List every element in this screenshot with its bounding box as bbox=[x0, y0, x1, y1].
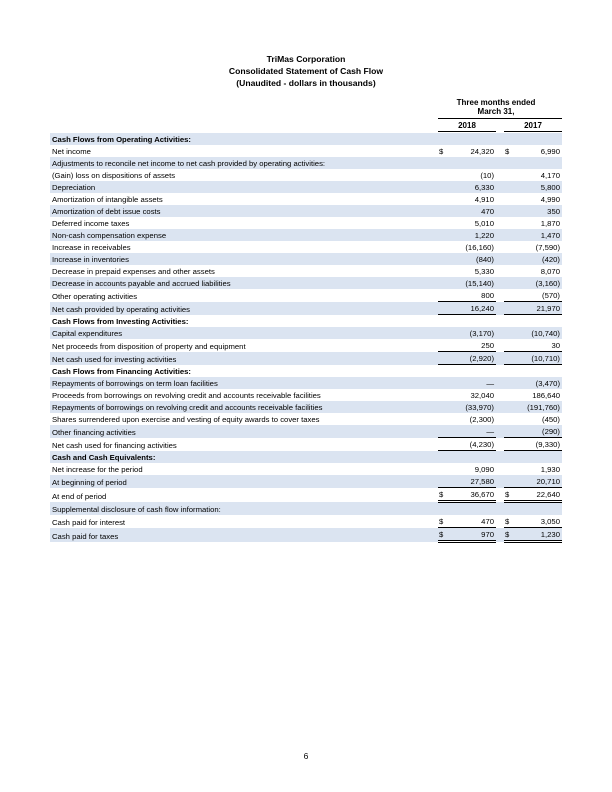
currency-symbol-2017 bbox=[504, 181, 514, 193]
value-2018: 5,010 bbox=[474, 219, 494, 228]
column-gap bbox=[496, 327, 504, 339]
column-gap bbox=[496, 205, 504, 217]
table-row bbox=[50, 229, 562, 241]
column-gap bbox=[496, 365, 504, 378]
column-gap bbox=[496, 451, 504, 464]
table-row bbox=[50, 365, 562, 378]
value-2017: 22,640 bbox=[514, 488, 562, 502]
column-gap bbox=[496, 438, 504, 451]
row-label: Net income bbox=[52, 147, 91, 156]
currency-symbol-2017 bbox=[504, 413, 514, 425]
row-label: Cash paid for taxes bbox=[50, 528, 438, 542]
currency-symbol-2018 bbox=[438, 253, 448, 265]
table-row bbox=[50, 315, 562, 328]
currency-symbol-2018 bbox=[438, 217, 448, 229]
value-2018: 250 bbox=[448, 339, 496, 352]
value-2018: (15,140) bbox=[448, 277, 496, 289]
value-2018 bbox=[448, 133, 496, 145]
currency-symbol-2018 bbox=[438, 438, 448, 451]
value-2017: 1,470 bbox=[514, 229, 562, 241]
currency-symbol-2017 bbox=[504, 289, 514, 302]
value-2018: 470 bbox=[448, 515, 496, 528]
currency-symbol-2017 bbox=[504, 463, 514, 475]
column-gap bbox=[496, 528, 504, 542]
value-2018: 9,090 bbox=[474, 465, 494, 474]
currency-symbol-2017 bbox=[504, 352, 514, 365]
currency-symbol-2017: $ bbox=[504, 488, 514, 502]
statement-subtitle: (Unaudited - dollars in thousands) bbox=[236, 78, 376, 88]
column-gap bbox=[496, 315, 504, 328]
column-rule-2018 bbox=[438, 131, 496, 132]
value-2017: 3,050 bbox=[514, 515, 562, 528]
currency-symbol-2018 bbox=[438, 169, 448, 181]
table-row bbox=[50, 528, 562, 542]
currency-symbol-2018: $ bbox=[438, 488, 448, 502]
value-2017: 20,710 bbox=[514, 475, 562, 488]
table-row bbox=[50, 401, 562, 413]
period-heading-rule bbox=[438, 118, 562, 119]
value-2017: 5,800 bbox=[514, 181, 562, 193]
currency-symbol-2017 bbox=[504, 401, 514, 413]
row-label: (Gain) loss on dispositions of assets bbox=[52, 171, 176, 180]
value-2017: (450) bbox=[542, 415, 560, 424]
currency-symbol-2018 bbox=[438, 157, 448, 169]
table-row bbox=[50, 157, 562, 169]
currency-symbol-2018 bbox=[438, 365, 448, 378]
currency-symbol-2018 bbox=[438, 181, 448, 193]
value-2018: 27,580 bbox=[448, 475, 496, 488]
value-2017: 350 bbox=[514, 205, 562, 217]
value-2018: (33,970) bbox=[448, 401, 496, 413]
column-gap bbox=[496, 157, 504, 169]
column-gap bbox=[496, 169, 504, 181]
currency-symbol-2017: $ bbox=[504, 528, 514, 542]
row-label: Repayments of borrowings on revolving credit and accounts receivable facilities bbox=[50, 401, 438, 413]
value-2018 bbox=[448, 157, 496, 169]
column-gap bbox=[496, 377, 504, 389]
value-2017: 1,930 bbox=[540, 465, 560, 474]
table-row bbox=[50, 389, 562, 401]
table-row bbox=[50, 169, 562, 181]
value-2017: 30 bbox=[514, 339, 562, 352]
column-gap bbox=[496, 302, 504, 315]
row-label: Net cash used for investing activities bbox=[50, 352, 438, 365]
table-row bbox=[50, 425, 562, 438]
currency-symbol-2018 bbox=[438, 289, 448, 302]
column-gap bbox=[496, 352, 504, 365]
currency-symbol-2018 bbox=[438, 425, 448, 438]
currency-symbol-2017 bbox=[504, 193, 514, 205]
column-gap bbox=[496, 133, 504, 145]
value-2018: — bbox=[448, 425, 496, 438]
row-label: Increase in receivables bbox=[52, 243, 131, 252]
currency-symbol-2018 bbox=[438, 241, 448, 253]
value-2017: (7,590) bbox=[535, 243, 560, 252]
value-2017 bbox=[514, 365, 562, 378]
page-number: 6 bbox=[303, 751, 309, 761]
row-label: Cash Flows from Financing Activities: bbox=[52, 367, 191, 376]
column-header-2017: 2017 bbox=[524, 121, 542, 130]
currency-symbol-2017 bbox=[504, 229, 514, 241]
row-label: Deferred income taxes bbox=[52, 219, 130, 228]
currency-symbol-2017: $ bbox=[505, 147, 510, 156]
currency-symbol-2017 bbox=[504, 451, 514, 464]
column-gap bbox=[496, 339, 504, 352]
value-2017: 1,230 bbox=[514, 528, 562, 542]
value-2017: 21,970 bbox=[514, 302, 562, 315]
table-row bbox=[50, 253, 562, 265]
column-gap bbox=[496, 181, 504, 193]
value-2017: (420) bbox=[514, 253, 562, 265]
currency-symbol-2018 bbox=[438, 451, 448, 464]
column-gap bbox=[496, 289, 504, 302]
currency-symbol-2018: $ bbox=[438, 515, 448, 528]
column-gap bbox=[496, 413, 504, 425]
row-label: Net increase for the period bbox=[52, 465, 143, 474]
currency-symbol-2018 bbox=[438, 133, 448, 145]
column-rule-2017 bbox=[504, 131, 562, 132]
value-2017: (9,330) bbox=[514, 438, 562, 451]
value-2017: (10,710) bbox=[514, 352, 562, 365]
row-label: Other operating activities bbox=[52, 291, 138, 301]
value-2017: 4,170 bbox=[540, 171, 560, 180]
value-2018: (4,230) bbox=[448, 438, 496, 451]
row-label: Amortization of debt issue costs bbox=[50, 205, 438, 217]
table-row bbox=[50, 438, 562, 451]
table-row bbox=[50, 289, 562, 302]
row-label: Net cash provided by operating activities bbox=[50, 302, 438, 315]
table-row bbox=[50, 352, 562, 365]
row-label: Net proceeds from disposition of property and equipment bbox=[52, 341, 246, 351]
statement-title: Consolidated Statement of Cash Flow bbox=[228, 66, 384, 76]
company-name: TriMas Corporation bbox=[266, 54, 346, 64]
value-2018: 5,330 bbox=[474, 267, 494, 276]
currency-symbol-2018 bbox=[438, 205, 448, 217]
currency-symbol-2018 bbox=[438, 327, 448, 339]
table-row bbox=[50, 133, 562, 145]
table-row bbox=[50, 241, 562, 253]
column-gap bbox=[496, 241, 504, 253]
row-label: Capital expenditures bbox=[50, 327, 438, 339]
currency-symbol-2018 bbox=[438, 377, 448, 389]
value-2018: 470 bbox=[448, 205, 496, 217]
table-row bbox=[50, 488, 562, 502]
currency-symbol-2018 bbox=[438, 265, 448, 277]
period-heading-line1: Three months ended bbox=[456, 98, 536, 107]
column-gap bbox=[496, 401, 504, 413]
table-row bbox=[50, 451, 562, 464]
row-label: Supplemental disclosure of cash flow information: bbox=[50, 502, 438, 516]
value-2017 bbox=[514, 451, 562, 464]
row-label: Shares surrendered upon exercise and vesting of equity awards to cover taxes bbox=[52, 415, 320, 424]
value-2018: (2,920) bbox=[448, 352, 496, 365]
table-row bbox=[50, 302, 562, 315]
cash-flow-table bbox=[50, 133, 562, 543]
currency-symbol-2018 bbox=[438, 302, 448, 315]
table-row bbox=[50, 193, 562, 205]
currency-symbol-2018 bbox=[438, 315, 448, 328]
value-2018: 24,320 bbox=[470, 147, 494, 156]
value-2017: 186,640 bbox=[532, 391, 560, 400]
currency-symbol-2017 bbox=[504, 169, 514, 181]
row-label: Non-cash compensation expense bbox=[50, 229, 438, 241]
table-row bbox=[50, 515, 562, 528]
row-label: At beginning of period bbox=[50, 475, 438, 488]
value-2017: (570) bbox=[514, 289, 562, 302]
value-2017 bbox=[514, 157, 562, 169]
table-row bbox=[50, 463, 562, 475]
value-2017: (3,160) bbox=[514, 277, 562, 289]
currency-symbol-2017 bbox=[504, 425, 514, 438]
value-2018: 32,040 bbox=[470, 391, 494, 400]
currency-symbol-2017 bbox=[504, 377, 514, 389]
table-row bbox=[50, 502, 562, 516]
row-label: Net cash used for financing activities bbox=[52, 440, 177, 450]
row-label: Repayments of borrowings on term loan facilities bbox=[50, 377, 438, 389]
value-2018: (2,300) bbox=[469, 415, 494, 424]
value-2018: (840) bbox=[448, 253, 496, 265]
currency-symbol-2017 bbox=[504, 315, 514, 328]
currency-symbol-2017: $ bbox=[504, 515, 514, 528]
currency-symbol-2017 bbox=[504, 241, 514, 253]
column-gap bbox=[496, 145, 504, 157]
table-row bbox=[50, 265, 562, 277]
row-label: Cash paid for interest bbox=[52, 517, 126, 527]
column-gap bbox=[496, 265, 504, 277]
currency-symbol-2018: $ bbox=[439, 147, 444, 156]
table-row bbox=[50, 145, 562, 157]
column-gap bbox=[496, 277, 504, 289]
value-2017: 4,990 bbox=[540, 195, 560, 204]
value-2018: (3,170) bbox=[448, 327, 496, 339]
currency-symbol-2018 bbox=[438, 229, 448, 241]
value-2017: (290) bbox=[514, 425, 562, 438]
currency-symbol-2017 bbox=[504, 339, 514, 352]
row-label: Adjustments to reconcile net income to net cash provided by operating activities: bbox=[50, 157, 438, 169]
column-gap bbox=[496, 193, 504, 205]
row-label: Cash Flows from Operating Activities: bbox=[50, 133, 438, 145]
column-gap bbox=[496, 488, 504, 502]
currency-symbol-2018 bbox=[438, 413, 448, 425]
currency-symbol-2018 bbox=[438, 277, 448, 289]
currency-symbol-2018: $ bbox=[438, 528, 448, 542]
currency-symbol-2018 bbox=[438, 352, 448, 365]
column-gap bbox=[496, 389, 504, 401]
value-2018: (10) bbox=[480, 171, 494, 180]
table-row bbox=[50, 475, 562, 488]
value-2017: (3,470) bbox=[514, 377, 562, 389]
value-2018: 1,220 bbox=[448, 229, 496, 241]
value-2018: 4,910 bbox=[474, 195, 494, 204]
column-gap bbox=[496, 425, 504, 438]
column-gap bbox=[496, 229, 504, 241]
value-2017: 8,070 bbox=[540, 267, 560, 276]
value-2017 bbox=[514, 502, 562, 516]
currency-symbol-2017 bbox=[504, 302, 514, 315]
value-2018: 36,670 bbox=[448, 488, 496, 502]
column-gap bbox=[496, 515, 504, 528]
value-2018: 6,330 bbox=[448, 181, 496, 193]
currency-symbol-2018 bbox=[438, 475, 448, 488]
currency-symbol-2018 bbox=[438, 502, 448, 516]
column-gap bbox=[496, 463, 504, 475]
row-label: Cash and Cash Equivalents: bbox=[50, 451, 438, 464]
currency-symbol-2017 bbox=[504, 217, 514, 229]
value-2017: 6,990 bbox=[540, 147, 560, 156]
currency-symbol-2017 bbox=[504, 327, 514, 339]
value-2018: 800 bbox=[448, 289, 496, 302]
value-2017: (10,740) bbox=[514, 327, 562, 339]
value-2018 bbox=[448, 365, 496, 378]
column-header-2018: 2018 bbox=[458, 121, 476, 130]
row-label: Depreciation bbox=[50, 181, 438, 193]
row-label: Proceeds from borrowings on revolving credit and accounts receivable facilities bbox=[52, 391, 321, 400]
column-gap bbox=[496, 217, 504, 229]
value-2018: 16,240 bbox=[448, 302, 496, 315]
currency-symbol-2017 bbox=[504, 277, 514, 289]
table-row bbox=[50, 339, 562, 352]
currency-symbol-2018 bbox=[438, 193, 448, 205]
table-row bbox=[50, 377, 562, 389]
period-heading-line2: March 31, bbox=[477, 107, 515, 116]
table-row bbox=[50, 181, 562, 193]
currency-symbol-2018 bbox=[438, 463, 448, 475]
currency-symbol-2017 bbox=[504, 502, 514, 516]
value-2018 bbox=[448, 451, 496, 464]
currency-symbol-2017 bbox=[504, 475, 514, 488]
value-2018: 970 bbox=[448, 528, 496, 542]
column-gap bbox=[496, 253, 504, 265]
table-row bbox=[50, 217, 562, 229]
row-label: At end of period bbox=[52, 491, 107, 501]
table-row bbox=[50, 327, 562, 339]
value-2018: (16,160) bbox=[465, 243, 494, 252]
currency-symbol-2018 bbox=[438, 339, 448, 352]
row-label: Amortization of intangible assets bbox=[52, 195, 163, 204]
value-2017 bbox=[514, 315, 562, 328]
currency-symbol-2017 bbox=[504, 389, 514, 401]
value-2017: (191,760) bbox=[514, 401, 562, 413]
column-gap bbox=[496, 475, 504, 488]
currency-symbol-2017 bbox=[504, 133, 514, 145]
row-label: Cash Flows from Investing Activities: bbox=[52, 317, 189, 326]
table-row bbox=[50, 413, 562, 425]
currency-symbol-2017 bbox=[504, 265, 514, 277]
value-2018 bbox=[448, 502, 496, 516]
column-gap bbox=[496, 502, 504, 516]
currency-symbol-2017 bbox=[504, 205, 514, 217]
currency-symbol-2018 bbox=[438, 401, 448, 413]
currency-symbol-2017 bbox=[504, 253, 514, 265]
row-label: Decrease in prepaid expenses and other assets bbox=[52, 267, 215, 276]
table-row bbox=[50, 277, 562, 289]
row-label: Other financing activities bbox=[50, 425, 438, 438]
value-2017 bbox=[514, 133, 562, 145]
row-label: Increase in inventories bbox=[50, 253, 438, 265]
currency-symbol-2018 bbox=[438, 389, 448, 401]
table-row bbox=[50, 205, 562, 217]
row-label: Decrease in accounts payable and accrued liabilities bbox=[50, 277, 438, 289]
value-2017: 1,870 bbox=[540, 219, 560, 228]
value-2018 bbox=[448, 315, 496, 328]
currency-symbol-2017 bbox=[504, 365, 514, 378]
currency-symbol-2017 bbox=[504, 157, 514, 169]
currency-symbol-2017 bbox=[504, 438, 514, 451]
value-2018: — bbox=[448, 377, 496, 389]
